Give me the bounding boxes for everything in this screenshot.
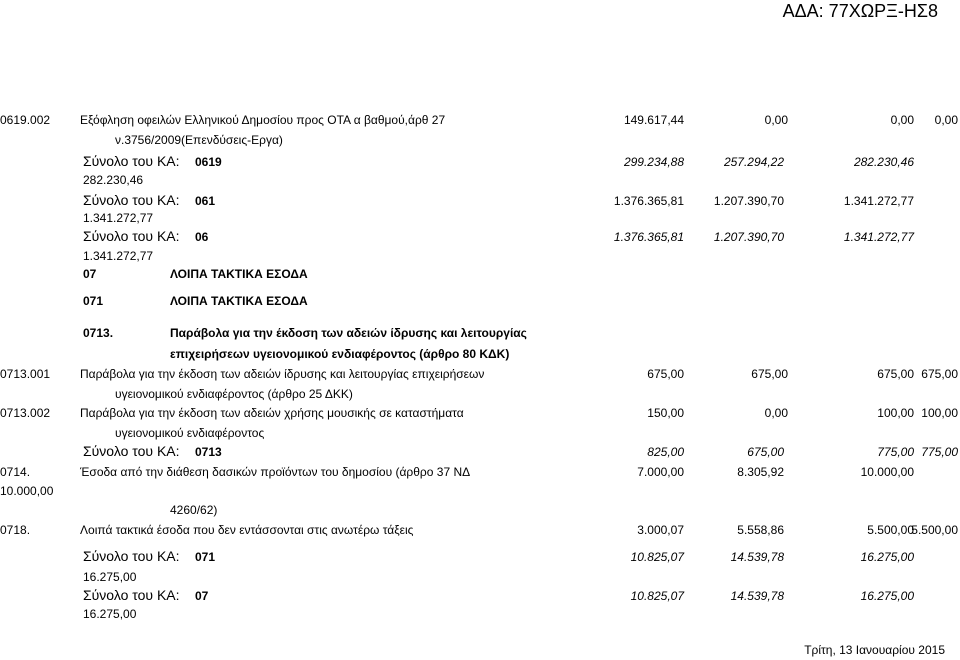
- total-amount-4: 775,00: [921, 445, 958, 459]
- amount-2: 0,00: [764, 406, 788, 420]
- row-description: Παράβολα για την έκδοση των αδειών χρήσης μουσικής σε καταστήματα: [80, 406, 464, 420]
- row-description: Λοιπά τακτικά έσοδα που δεν εντάσσονται στις ανωτέρω τάξεις: [80, 523, 414, 537]
- section-code: 071: [83, 294, 104, 308]
- amount-1: 675,00: [647, 367, 684, 381]
- row-description: Εξόφληση οφειλών Ελληνικού Δημοσίου προς ΟΤΑ α βαθμού,άρθ 27: [80, 113, 446, 127]
- row-description-cont: υγειονομικού ενδιαφέροντος (άρθρο 25 ΔΚΚ): [115, 387, 353, 401]
- amount-3: 100,00: [877, 406, 914, 420]
- row-description-cont: 4260/62): [170, 503, 218, 517]
- divider: [0, 90, 960, 91]
- total-amount-3: 16.275,00: [860, 550, 914, 564]
- total-amount-3: 775,00: [877, 445, 914, 459]
- total-code: 06: [195, 230, 209, 244]
- total-code: 0713: [195, 445, 222, 459]
- total-amount-4: 282.230,46: [83, 173, 144, 187]
- total-amount-4: 1.341.272,77: [83, 211, 154, 225]
- row-code: 0718.: [0, 523, 31, 537]
- total-code: 07: [195, 589, 209, 603]
- total-label: Σύνολο του ΚΑ:: [83, 228, 180, 244]
- amount-1: 150,00: [647, 406, 684, 420]
- total-amount-2: 1.207.390,70: [713, 194, 784, 208]
- total-amount-2: 14.539,78: [730, 589, 784, 603]
- row-description: Έσοδα από την διάθεση δασικών προϊόντων του δημοσίου (άρθρο 37 ΝΔ: [80, 465, 471, 479]
- row-code: 0713.002: [0, 406, 51, 420]
- row-description-cont: υγειονομικού ενδιαφέροντος: [115, 426, 265, 440]
- total-amount-1: 1.376.365,81: [613, 194, 684, 208]
- total-label: Σύνολο του ΚΑ:: [83, 192, 180, 208]
- footer-date: Τρίτη, 13 Ιανουαρίου 2015: [804, 643, 945, 657]
- row-description: Παράβολα για την έκδοση των αδειών ίδρυσης και λειτουργίας επιχειρήσεων: [80, 367, 485, 381]
- total-label: Σύνολο του ΚΑ:: [83, 443, 180, 459]
- section-title-cont: επιχειρήσεων υγειονομικού ενδιαφέροντος (άρθρο 80 ΚΔΚ): [170, 347, 510, 361]
- section-code: 0713.: [83, 326, 114, 340]
- total-amount-2: 257.294,22: [723, 155, 784, 169]
- amount-1: 3.000,07: [637, 523, 684, 537]
- amount-4: 10.000,00: [0, 484, 54, 498]
- row-code: 0619.002: [0, 113, 51, 127]
- total-label: Σύνολο του ΚΑ:: [83, 548, 180, 564]
- amount-2: 5.558,86: [737, 523, 784, 537]
- total-amount-3: 1.341.272,77: [843, 194, 914, 208]
- total-label: Σύνολο του ΚΑ:: [83, 587, 180, 603]
- total-amount-1: 10.825,07: [630, 589, 684, 603]
- ada-header: ΑΔΑ: 77ΧΩΡΞ-ΗΣ8: [782, 1, 938, 21]
- section-title: Παράβολα για την έκδοση των αδειών ίδρυσης και λειτουργίας: [170, 326, 527, 340]
- section-title: ΛΟΙΠΑ ΤΑΚΤΙΚΑ ΕΣΟΔΑ: [170, 294, 308, 308]
- row-code: 0714.: [0, 465, 31, 479]
- total-code: 061: [195, 194, 216, 208]
- amount-1: 149.617,44: [623, 113, 684, 127]
- amount-4: 5.500,00: [911, 523, 958, 537]
- amount-3: 5.500,00: [867, 523, 914, 537]
- total-amount-1: 299.234,88: [623, 155, 684, 169]
- total-amount-1: 825,00: [647, 445, 684, 459]
- total-amount-4: 16.275,00: [83, 607, 137, 621]
- section-code: 07: [83, 267, 97, 281]
- total-label: Σύνολο του ΚΑ:: [83, 153, 180, 169]
- total-code: 071: [195, 550, 216, 564]
- total-amount-3: 16.275,00: [860, 589, 914, 603]
- amount-4: 100,00: [921, 406, 958, 420]
- total-amount-2: 14.539,78: [730, 550, 784, 564]
- amount-4: 0,00: [934, 113, 958, 127]
- total-amount-3: 282.230,46: [853, 155, 914, 169]
- total-code: 0619: [195, 155, 222, 169]
- row-description-cont: ν.3756/2009(Επενδύσεις-Εργα): [115, 133, 283, 147]
- total-amount-1: 1.376.365,81: [613, 230, 684, 244]
- amount-3: 675,00: [877, 367, 914, 381]
- amount-3: 0,00: [890, 113, 914, 127]
- section-title: ΛΟΙΠΑ ΤΑΚΤΙΚΑ ΕΣΟΔΑ: [170, 267, 308, 281]
- amount-2: 675,00: [751, 367, 788, 381]
- amount-4: 675,00: [921, 367, 958, 381]
- total-amount-2: 675,00: [747, 445, 784, 459]
- total-amount-3: 1.341.272,77: [843, 230, 914, 244]
- amount-3: 10.000,00: [860, 465, 914, 479]
- amount-2: 0,00: [764, 113, 788, 127]
- amount-2: 8.305,92: [737, 465, 784, 479]
- row-code: 0713.001: [0, 367, 51, 381]
- amount-1: 7.000,00: [637, 465, 684, 479]
- total-amount-4: 16.275,00: [83, 570, 137, 584]
- total-amount-1: 10.825,07: [630, 550, 684, 564]
- total-amount-4: 1.341.272,77: [83, 249, 154, 263]
- total-amount-2: 1.207.390,70: [713, 230, 784, 244]
